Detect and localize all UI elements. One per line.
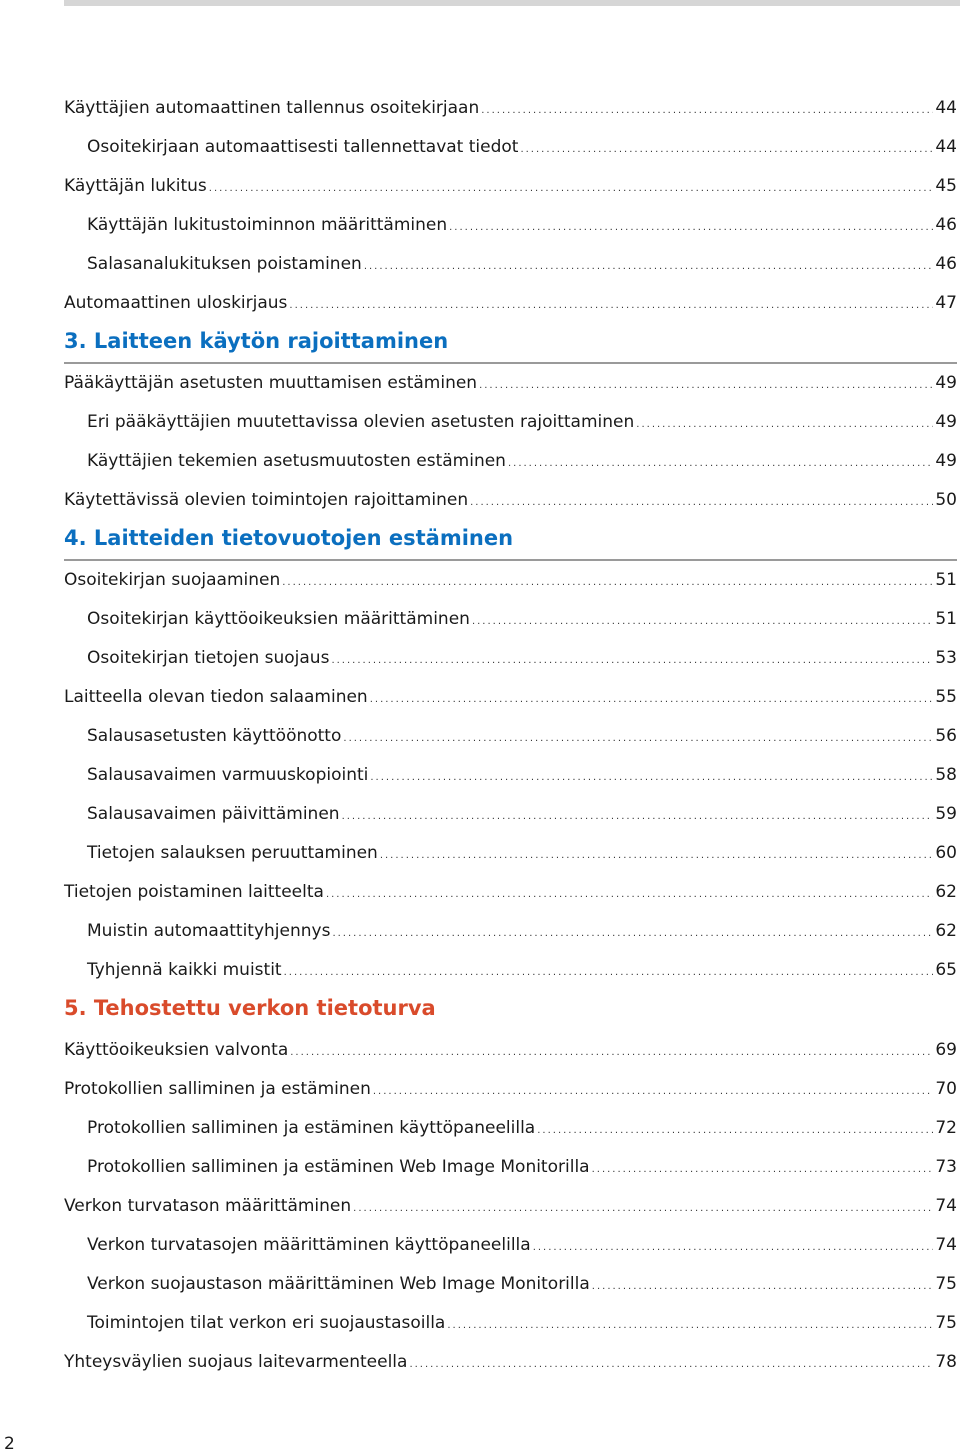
toc-entry[interactable] (64, 561, 957, 600)
toc-leader-dots (342, 797, 934, 836)
toc-leader-dots (592, 1267, 934, 1306)
toc-leader-dots (592, 1150, 934, 1189)
toc-entry-page: 74 (935, 1196, 957, 1216)
toc-entry-title: Osoitekirjan käyttöoikeuksien määrittäminen (87, 609, 470, 629)
toc-entry[interactable] (64, 1070, 957, 1109)
top-rule (64, 0, 960, 6)
toc-leader-dots (326, 875, 933, 914)
toc-entry-page: 49 (935, 451, 957, 471)
toc-entry[interactable] (64, 873, 957, 912)
toc-leader-dots (447, 1306, 933, 1345)
toc-entry-title: Käyttäjän lukitus (64, 176, 207, 196)
chapter-heading-3[interactable]: 3. Laitteen käytön rajoittaminen (64, 323, 957, 364)
toc-entry-page: 70 (935, 1079, 957, 1099)
toc-entry[interactable] (64, 364, 957, 403)
toc-entry[interactable] (64, 1226, 957, 1265)
toc-entry-page: 65 (935, 960, 957, 980)
toc-entry-page: 51 (935, 609, 957, 629)
chapter-heading-4[interactable]: 4. Laitteiden tietovuotojen estäminen (64, 520, 957, 561)
toc-leader-dots (331, 641, 933, 680)
toc-entry-title: Käyttöoikeuksien valvonta (64, 1040, 289, 1060)
toc-entry-title: Laitteella olevan tiedon salaaminen (64, 687, 368, 707)
page-number: 2 (4, 1434, 15, 1454)
toc-entry-page: 55 (935, 687, 957, 707)
toc-leader-dots (209, 169, 934, 208)
toc-entry[interactable] (64, 1265, 957, 1304)
toc-entry-page: 45 (935, 176, 957, 196)
toc-leader-dots (353, 1189, 933, 1228)
toc-entry[interactable] (64, 1304, 957, 1343)
toc-entry-title: Protokollien salliminen ja estäminen käyttöpaneelilla (87, 1118, 536, 1138)
toc-entry[interactable] (64, 834, 957, 873)
toc-entry-page: 58 (935, 765, 957, 785)
toc-entry[interactable] (64, 206, 957, 245)
toc-entry[interactable] (64, 717, 957, 756)
toc-entry-page: 78 (935, 1352, 957, 1372)
toc-entry-page: 44 (935, 98, 957, 118)
toc-leader-dots (290, 1033, 933, 1072)
toc-entry-page: 46 (935, 215, 957, 235)
toc-entry-title: Tietojen salauksen peruuttaminen (87, 843, 378, 863)
toc-entry[interactable] (64, 167, 957, 206)
toc-entry-title: Salasanalukituksen poistaminen (87, 254, 362, 274)
toc-entry[interactable] (64, 1109, 957, 1148)
toc-entry[interactable] (64, 678, 957, 717)
toc-entry-title: Tietojen poistaminen laitteelta (64, 882, 324, 902)
toc-entry[interactable] (64, 284, 957, 323)
toc-entry[interactable] (64, 1148, 957, 1187)
toc-entry-title: Pääkäyttäjän asetusten muuttamisen estäminen (64, 373, 478, 393)
toc-entry-title: Muistin automaattityhjennys (87, 921, 331, 941)
toc-entry-page: 75 (935, 1274, 957, 1294)
toc-leader-dots (508, 444, 933, 483)
toc-entry[interactable] (64, 1343, 957, 1382)
toc-entry-page: 51 (935, 570, 957, 590)
toc-entry[interactable] (64, 481, 957, 520)
toc-entry[interactable] (64, 912, 957, 951)
toc-entry[interactable] (64, 245, 957, 284)
toc-entry[interactable] (64, 442, 957, 481)
toc-entry[interactable] (64, 1031, 957, 1070)
toc-leader-dots (284, 953, 934, 992)
table-of-contents (64, 89, 957, 1382)
toc-leader-dots (520, 130, 933, 169)
toc-entry[interactable] (64, 639, 957, 678)
toc-leader-dots (364, 247, 934, 286)
toc-leader-dots (481, 91, 933, 130)
toc-entry-title: Käyttäjien automaattinen tallennus osoitekirjaan (64, 98, 480, 118)
toc-entry-page: 62 (935, 882, 957, 902)
toc-entry-page: 56 (935, 726, 957, 746)
toc-leader-dots (370, 680, 934, 719)
toc-entry-title: Käytettävissä olevien toimintojen rajoittaminen (64, 490, 469, 510)
toc-leader-dots (537, 1111, 933, 1150)
chapter-heading-5[interactable]: 5. Tehostettu verkon tietoturva (64, 996, 436, 1020)
toc-entry-title: Protokollien salliminen ja estäminen (64, 1079, 371, 1099)
toc-entry-page: 73 (935, 1157, 957, 1177)
toc-entry-page: 59 (935, 804, 957, 824)
toc-leader-dots (289, 286, 933, 325)
toc-entry[interactable] (64, 128, 957, 167)
toc-leader-dots (472, 602, 933, 641)
toc-entry-page: 72 (935, 1118, 957, 1138)
toc-leader-dots (636, 405, 933, 444)
toc-entry-page: 44 (935, 137, 957, 157)
toc-leader-dots (449, 208, 933, 247)
toc-entry-page: 49 (935, 373, 957, 393)
toc-entry[interactable] (64, 600, 957, 639)
toc-leader-dots (332, 914, 933, 953)
toc-leader-dots (370, 758, 933, 797)
toc-entry-title: Osoitekirjan tietojen suojaus (87, 648, 330, 668)
toc-entry-title: Salausavaimen varmuuskopiointi (87, 765, 369, 785)
toc-entry-page: 62 (935, 921, 957, 941)
toc-entry-title: Verkon turvatason määrittäminen (64, 1196, 352, 1216)
toc-entry-title: Tyhjennä kaikki muistit (87, 960, 282, 980)
toc-entry-title: Eri pääkäyttäjien muutettavissa olevien asetusten rajoittaminen (87, 412, 635, 432)
toc-entry[interactable] (64, 1187, 957, 1226)
toc-entry-title: Protokollien salliminen ja estäminen Web Image Monitorilla (87, 1157, 590, 1177)
toc-entry-title: Salausasetusten käyttöönotto (87, 726, 342, 746)
toc-entry[interactable] (64, 795, 957, 834)
toc-entry-page: 46 (935, 254, 957, 274)
toc-leader-dots (373, 1072, 934, 1111)
toc-entry-title: Salausavaimen päivittäminen (87, 804, 340, 824)
toc-leader-dots (409, 1345, 933, 1384)
toc-entry-page: 50 (935, 490, 957, 510)
toc-leader-dots (343, 719, 933, 758)
toc-entry-page: 75 (935, 1313, 957, 1333)
toc-entry[interactable] (64, 756, 957, 795)
toc-leader-dots (380, 836, 934, 875)
toc-entry[interactable] (64, 89, 957, 128)
toc-entry-page: 69 (935, 1040, 957, 1060)
toc-entry-title: Yhteysväylien suojaus laitevarmenteella (64, 1352, 408, 1372)
toc-leader-dots (470, 483, 933, 522)
toc-entry-page: 47 (935, 293, 957, 313)
toc-leader-dots (479, 366, 933, 405)
toc-entry-title: Osoitekirjan suojaaminen (64, 570, 281, 590)
toc-entry[interactable] (64, 951, 957, 990)
toc-entry-title: Verkon turvatasojen määrittäminen käyttöpaneelilla (87, 1235, 531, 1255)
toc-entry-title: Automaattinen uloskirjaus (64, 293, 288, 313)
toc-leader-dots (533, 1228, 934, 1267)
toc-entry-title: Osoitekirjaan automaattisesti tallennettavat tiedot (87, 137, 519, 157)
toc-entry-page: 60 (935, 843, 957, 863)
toc-entry[interactable] (64, 403, 957, 442)
toc-entry-page: 49 (935, 412, 957, 432)
toc-entry-title: Käyttäjän lukitustoiminnon määrittäminen (87, 215, 448, 235)
toc-leader-dots (282, 563, 933, 602)
toc-entry-page: 74 (935, 1235, 957, 1255)
toc-entry-title: Verkon suojaustason määrittäminen Web Image Monitorilla (87, 1274, 590, 1294)
toc-entry-title: Toimintojen tilat verkon eri suojaustasoilla (87, 1313, 446, 1333)
toc-entry-title: Käyttäjien tekemien asetusmuutosten estäminen (87, 451, 506, 471)
toc-entry-page: 53 (935, 648, 957, 668)
